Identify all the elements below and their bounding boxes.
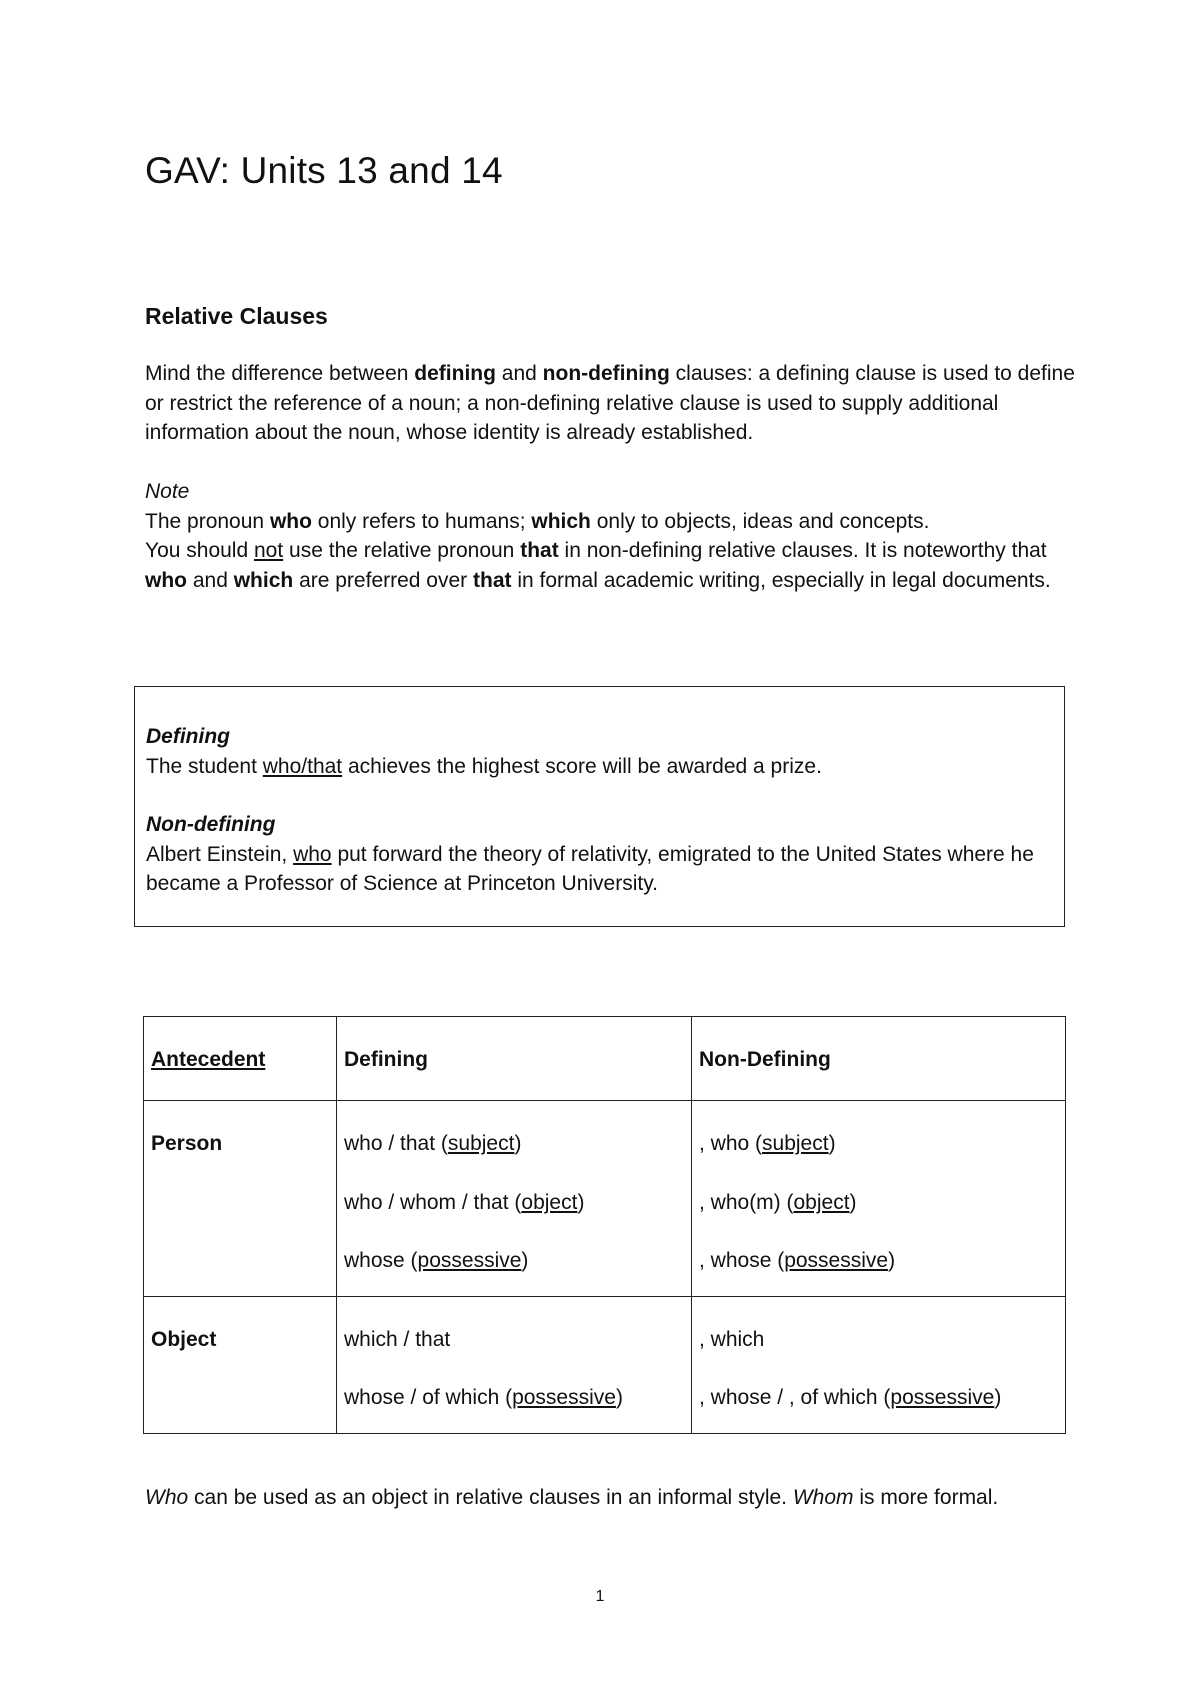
table-header-row xyxy=(144,1017,1066,1101)
non-defining-example-sentence: Albert Einstein, who put forward the theory of relativity, emigrated to the United States where he became a Professor of Science at Princeton University. xyxy=(146,842,1034,895)
note-line-1: The pronoun who only refers to humans; which only to objects, ideas and concepts. xyxy=(145,509,930,533)
cell-line: , which xyxy=(699,1327,765,1351)
row-label-person: Person xyxy=(151,1132,223,1155)
cell-line: which / that xyxy=(344,1327,451,1351)
table-cell xyxy=(692,1296,1066,1433)
header-cell xyxy=(337,1017,692,1101)
header-non-defining: Non-Defining xyxy=(699,1048,831,1071)
table-cell xyxy=(144,1101,337,1297)
intro-paragraph: Mind the difference between defining and non-defining clauses: a defining clause is used to define or restrict the reference of a noun; a non-defining relative clause is used to supply additional information about the noun, whose identity is already established. xyxy=(145,362,1075,444)
cell-line: , who(m) (object) xyxy=(699,1190,857,1214)
footer-note: Who can be used as an object in relative clauses in an informal style. Whom is more formal. xyxy=(145,1486,999,1509)
page-title: GAV: Units 13 and 14 xyxy=(145,150,503,191)
table-cell xyxy=(337,1296,692,1433)
header-antecedent: Antecedent xyxy=(151,1048,266,1071)
cell-line: , whose (possessive) xyxy=(699,1249,896,1272)
section-heading: Relative Clauses xyxy=(145,303,328,329)
header-cell xyxy=(692,1017,1066,1101)
page-number: 1 xyxy=(595,1588,605,1605)
relative-pronoun-table xyxy=(143,1016,1066,1434)
cell-line: , whose / , of which (possessive) xyxy=(699,1386,1002,1409)
cell-line: whose (possessive) xyxy=(344,1249,529,1272)
defining-example-label: Defining xyxy=(146,725,230,748)
defining-example xyxy=(146,722,1046,781)
table-cell xyxy=(337,1101,692,1297)
non-defining-example-label: Non-defining xyxy=(146,813,276,836)
cell-line: who / that (subject) xyxy=(344,1132,522,1155)
note-block xyxy=(145,477,1075,595)
table-cell xyxy=(692,1101,1066,1297)
table-cell xyxy=(144,1296,337,1433)
note-label: Note xyxy=(145,480,190,503)
defining-example-sentence: The student who/that achieves the highest score will be awarded a prize. xyxy=(146,754,822,778)
header-cell xyxy=(144,1017,337,1101)
cell-line: , who (subject) xyxy=(699,1132,836,1155)
table-row-person xyxy=(144,1101,1066,1297)
cell-line: whose / of which (possessive) xyxy=(344,1386,623,1409)
cell-line: who / whom / that (object) xyxy=(344,1190,585,1214)
table-row-object xyxy=(144,1296,1066,1433)
row-label-object: Object xyxy=(151,1327,217,1351)
note-line-2: You should not use the relative pronoun that in non-defining relative clauses. It is noteworthy that who and which are preferred over that in formal academic writing, especially in legal documents. xyxy=(145,539,1051,592)
header-defining: Defining xyxy=(344,1048,428,1071)
examples-box xyxy=(134,686,1065,927)
non-defining-example xyxy=(146,810,1046,899)
